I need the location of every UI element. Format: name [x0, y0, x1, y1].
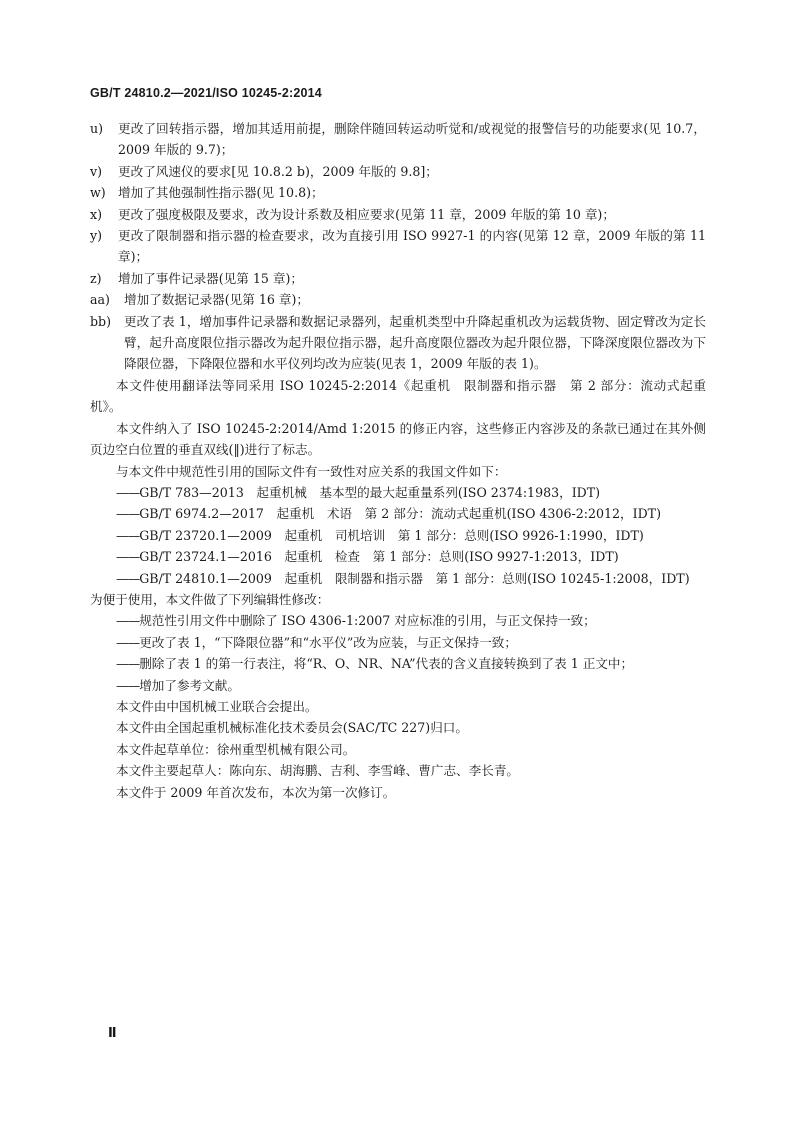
translation-paragraph: 本文件使用翻译法等同采用 ISO 10245-2:2014《起重机 限制器和指示器 第 2 部分：流动式起重机》。: [90, 377, 706, 415]
em-dash-mark: ——: [116, 656, 140, 672]
change-text: 增加了事件记录器(见第 15 章)；: [118, 270, 303, 286]
editorial-intro-paragraph: 为便于使用，本文件做了下列编辑性修改：: [90, 591, 330, 607]
change-label: v): [90, 163, 103, 179]
em-dash-mark: ——: [116, 634, 140, 650]
change-item-v: [90, 161, 706, 182]
change-item-u: [90, 118, 706, 161]
editorial-item: [90, 675, 706, 696]
reference-item: [90, 482, 706, 503]
drafting-unit-paragraph: 本文件起草单位：徐州重型机械有限公司。: [116, 741, 356, 757]
change-item-y: [90, 225, 706, 268]
em-dash-mark: ——: [116, 527, 140, 543]
references-intro-paragraph: 与本文件中规范性引用的国际文件有一致性对应关系的我国文件如下：: [116, 463, 507, 479]
reference-item: [90, 546, 706, 567]
change-text: 更改了风速仪的要求[见 10.8.2 b)，2009 年版的 9.8]；: [118, 163, 438, 179]
change-item-z: [90, 268, 706, 289]
standard-code-header: GB/T 24810.2—2021/ISO 10245-2:2014: [90, 86, 322, 100]
reference-text: GB/T 783—2013 起重机械 基本型的最大起重量系列(ISO 2374:1983，IDT): [139, 484, 601, 500]
reference-text: GB/T 6974.2—2017 起重机 术语 第 2 部分：流动式起重机(ISO 4306-2:2012，IDT): [139, 506, 661, 522]
change-label: u): [90, 121, 104, 136]
editorial-item: [90, 653, 706, 674]
editorial-text: 规范性引用文件中删除了 ISO 4306-1:2007 对应标准的引用，与正文保持一致；: [139, 613, 596, 629]
em-dash-mark: ——: [116, 506, 140, 522]
change-label: y): [90, 228, 103, 244]
em-dash-mark: ——: [116, 570, 140, 586]
history-paragraph: 本文件于 2009 年首次发布，本次为第一次修订。: [116, 784, 396, 800]
change-label: z): [90, 270, 102, 286]
change-item-aa: [90, 289, 706, 310]
amendment-paragraph: 本文件纳入了 ISO 10245-2:2014/Amd 1:2015 的修正内容，这些修正内容涉及的条款已通过在其外侧页边空白位置的垂直双线(‖)进行了标志。: [90, 420, 706, 458]
editorial-text: 增加了参考文献。: [139, 677, 240, 693]
editorial-item: [90, 632, 706, 653]
editorial-item: [90, 610, 706, 631]
reference-text: GB/T 24810.1—2009 起重机 限制器和指示器 第 1 部分：总则(ISO 10245-1:2008，IDT): [139, 570, 690, 586]
change-item-bb: [90, 311, 706, 375]
page-number: Ⅱ: [108, 1025, 117, 1040]
change-text: 增加了其他强制性指示器(见 10.8)；: [118, 185, 324, 201]
change-item-x: [90, 204, 706, 225]
change-item-w: [90, 182, 706, 203]
reference-item: [90, 525, 706, 546]
change-text: 更改了回转指示器，增加其适用前提，删除伴随回转运动听觉和/或视觉的报警信号的功能要求(见 10.7，2009 年版的 9.7)；: [118, 121, 706, 158]
change-label: aa): [90, 292, 110, 308]
em-dash-mark: ——: [116, 613, 140, 629]
reference-text: GB/T 23720.1—2009 起重机 司机培训 第 1 部分：总则(ISO 9926-1:1990，IDT): [139, 527, 644, 543]
change-label: w): [90, 185, 106, 201]
reference-text: GB/T 23724.1—2016 起重机 检查 第 1 部分：总则(ISO 9927-1:2013，IDT): [139, 549, 619, 565]
reference-item: [90, 568, 706, 589]
change-text: 更改了强度极限及要求，改为设计系数及相应要求(见第 11 章，2009 年版的第 10 章)；: [118, 206, 615, 222]
change-text: 更改了限制器和指示器的检查要求，改为直接引用 ISO 9927-1 的内容(见第 12 章，2009 年版的第 11 章)；: [118, 228, 706, 265]
change-label: x): [90, 206, 103, 222]
drafters-paragraph: 本文件主要起草人：陈向东、胡海鹏、吉利、李雪峰、曹广志、李长青。: [116, 763, 519, 779]
reference-item: [90, 503, 706, 524]
editorial-text: 更改了表 1，“下降限位器”和“水平仪”改为应装，与正文保持一致；: [139, 634, 517, 650]
change-label: bb): [90, 313, 112, 329]
editorial-text: 删除了表 1 的第一行表注，将“R、O、NR、NA”代表的含义直接转换到了表 1 正文中；: [139, 656, 634, 672]
change-text: 增加了数据记录器(见第 16 章)；: [124, 292, 309, 308]
em-dash-mark: ——: [116, 549, 140, 565]
centralized-by-paragraph: 本文件由全国起重机械标准化技术委员会(SAC/TC 227)归口。: [116, 720, 468, 736]
em-dash-mark: ——: [116, 484, 140, 500]
change-text: 更改了表 1，增加事件记录器和数据记录器列，起重机类型中升降起重机改为运载货物、固定臂改为定长臂，起升高度限位指示器改为起升限位指示器，起升高度限位器改为起升限位器，下降深度限位器改为下降限位器，下降限位器和水平仪列均改为应装(见表 1，2009 年版的表 1)。: [124, 313, 706, 372]
proposed-by-paragraph: 本文件由中国机械工业联合会提出。: [116, 698, 318, 714]
em-dash-mark: ——: [116, 677, 140, 693]
document-body: [90, 118, 706, 803]
